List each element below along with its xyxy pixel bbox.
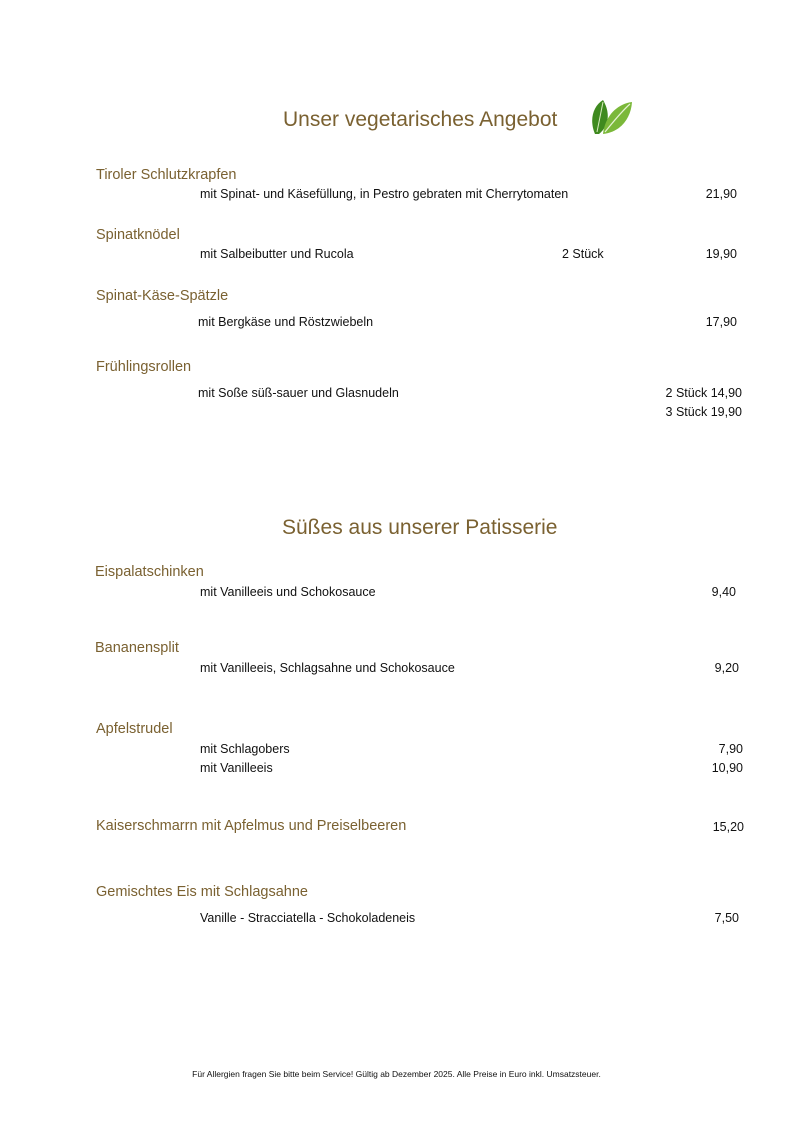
dish-description: mit Schlagobers bbox=[200, 742, 290, 756]
leaf-icon bbox=[589, 98, 633, 136]
dish-price: 7,90 bbox=[718, 742, 743, 756]
dish-description: mit Vanilleeis und Schokosauce bbox=[200, 585, 376, 599]
dish-description: mit Salbeibutter und Rucola bbox=[200, 247, 354, 261]
dish-description: mit Bergkäse und Röstzwiebeln bbox=[198, 315, 374, 329]
dish-quantity: 2 Stück bbox=[562, 247, 604, 261]
dish-name: Spinat-Käse-Spätzle bbox=[96, 288, 229, 304]
dish-price: 17,90 bbox=[705, 315, 737, 329]
section-title-dessert: Süßes aus unserer Patisserie bbox=[282, 516, 558, 539]
footer-note: Für Allergien fragen Sie bitte beim Service! Gültig ab Dezember 2025. Alle Preise in Euro inkl. Umsatzsteuer. bbox=[192, 1069, 601, 1079]
dish-name: Tiroler Schlutzkrapfen bbox=[96, 167, 237, 183]
dish-name: Kaiserschmarrn mit Apfelmus und Preiselbeeren bbox=[96, 818, 407, 834]
dish-description: mit Spinat- und Käsefüllung, in Pestro gebraten mit Cherrytomaten bbox=[200, 187, 569, 201]
dish-price: 10,90 bbox=[711, 761, 743, 775]
dish-description: mit Vanilleeis bbox=[200, 761, 273, 775]
dish-name: Frühlingsrollen bbox=[96, 359, 192, 375]
dish-price: 9,20 bbox=[714, 661, 739, 675]
dish-price: 9,40 bbox=[711, 585, 736, 599]
dish-price: 3 Stück 19,90 bbox=[665, 405, 742, 419]
dish-description: mit Soße süß-sauer und Glasnudeln bbox=[198, 386, 399, 400]
dish-name: Gemischtes Eis mit Schlagsahne bbox=[96, 884, 308, 900]
dish-name: Spinatknödel bbox=[96, 227, 180, 243]
dish-price: 2 Stück 14,90 bbox=[665, 386, 742, 400]
dish-price: 15,20 bbox=[712, 820, 744, 834]
section-title-vegetarian: Unser vegetarisches Angebot bbox=[283, 108, 558, 131]
dish-name: Bananensplit bbox=[95, 640, 179, 656]
dish-description: Vanille - Stracciatella - Schokoladeneis bbox=[200, 911, 416, 925]
dish-description: mit Vanilleeis, Schlagsahne und Schokosauce bbox=[200, 661, 455, 675]
dish-price: 21,90 bbox=[705, 187, 737, 201]
dish-name: Eispalatschinken bbox=[95, 564, 204, 580]
dish-price: 7,50 bbox=[714, 911, 739, 925]
dish-price: 19,90 bbox=[705, 247, 737, 261]
dish-name: Apfelstrudel bbox=[96, 721, 173, 737]
